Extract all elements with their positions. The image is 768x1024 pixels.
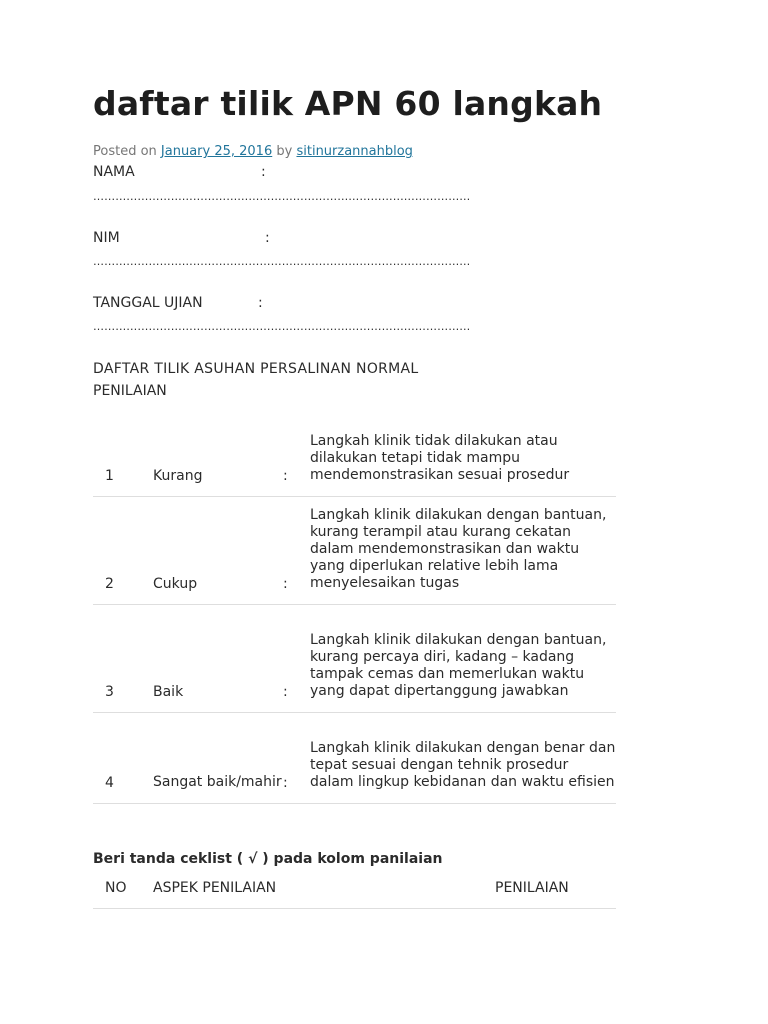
scale-description: Langkah klinik dilakukan dengan bantuan, kurang terampil atau kurang cekatan dalam mendemonstrasikan dan waktu yang diperlukan relative lebih lama menyelesaikan tugas bbox=[310, 497, 616, 605]
scale-colon: : bbox=[283, 713, 310, 804]
scale-no: 4 bbox=[93, 713, 153, 804]
post-date-link[interactable]: January 25, 2016 bbox=[160, 144, 273, 159]
tanggal-label: TANGGAL UJIAN bbox=[93, 295, 203, 311]
tanggal-colon: : bbox=[258, 295, 263, 311]
scale-description: Langkah klinik tidak dilakukan atau dilakukan tetapi tidak mampu mendemonstrasikan sesuai prosedur bbox=[310, 424, 616, 497]
author-link[interactable]: sitinurzannahblog bbox=[296, 144, 413, 159]
checklist-table-header bbox=[93, 870, 616, 909]
nim-label: NIM bbox=[93, 230, 120, 246]
col-penilaian-header: PENILAIAN bbox=[495, 880, 569, 896]
post-meta bbox=[93, 144, 413, 159]
section-subtitle: PENILAIAN bbox=[93, 383, 167, 399]
scale-category: Baik bbox=[153, 605, 283, 713]
nim-colon: : bbox=[265, 230, 270, 246]
tanggal-dots: ………………………………………………………………………………………… bbox=[93, 320, 471, 333]
scale-colon: : bbox=[283, 497, 310, 605]
section-title: DAFTAR TILIK ASUHAN PERSALINAN NORMAL bbox=[93, 361, 419, 377]
scale-description: Langkah klinik dilakukan dengan benar dan tepat sesuai dengan tehnik prosedur dalam lingkup kebidanan dan waktu efisien bbox=[310, 713, 616, 804]
tanggal-field bbox=[93, 295, 263, 311]
by-label: by bbox=[276, 144, 293, 159]
nama-colon: : bbox=[261, 164, 266, 180]
scale-no: 3 bbox=[93, 605, 153, 713]
scale-category: Cukup bbox=[153, 497, 283, 605]
post-title: daftar tilik APN 60 langkah bbox=[93, 84, 603, 123]
rating-scale-table bbox=[93, 424, 616, 804]
scale-colon: : bbox=[283, 605, 310, 713]
scale-description: Langkah klinik dilakukan dengan bantuan, kurang percaya diri, kadang – kadang tampak cemas dan memerlukan waktu yang dapat dipertanggung jawabkan bbox=[310, 605, 616, 713]
table-row bbox=[93, 713, 616, 804]
scale-category: Sangat baik/mahir bbox=[153, 713, 283, 804]
table-row bbox=[93, 605, 616, 713]
col-aspek-header: ASPEK PENILAIAN bbox=[153, 880, 277, 896]
nama-dots: ………………………………………………………………………………………… bbox=[93, 190, 471, 203]
nim-dots: ………………………………………………………………………………………… bbox=[93, 255, 471, 268]
table-row bbox=[93, 424, 616, 497]
checklist-instruction: Beri tanda ceklist ( √ ) pada kolom panilaian bbox=[93, 851, 443, 867]
nama-field bbox=[93, 164, 266, 180]
nama-label: NAMA bbox=[93, 164, 135, 180]
scale-colon: : bbox=[283, 424, 310, 497]
scale-no: 2 bbox=[93, 497, 153, 605]
posted-on-label: Posted on bbox=[93, 144, 157, 159]
scale-no: 1 bbox=[93, 424, 153, 497]
nim-field bbox=[93, 230, 270, 246]
col-no-header: NO bbox=[105, 880, 127, 896]
table-row bbox=[93, 497, 616, 605]
scale-category: Kurang bbox=[153, 424, 283, 497]
